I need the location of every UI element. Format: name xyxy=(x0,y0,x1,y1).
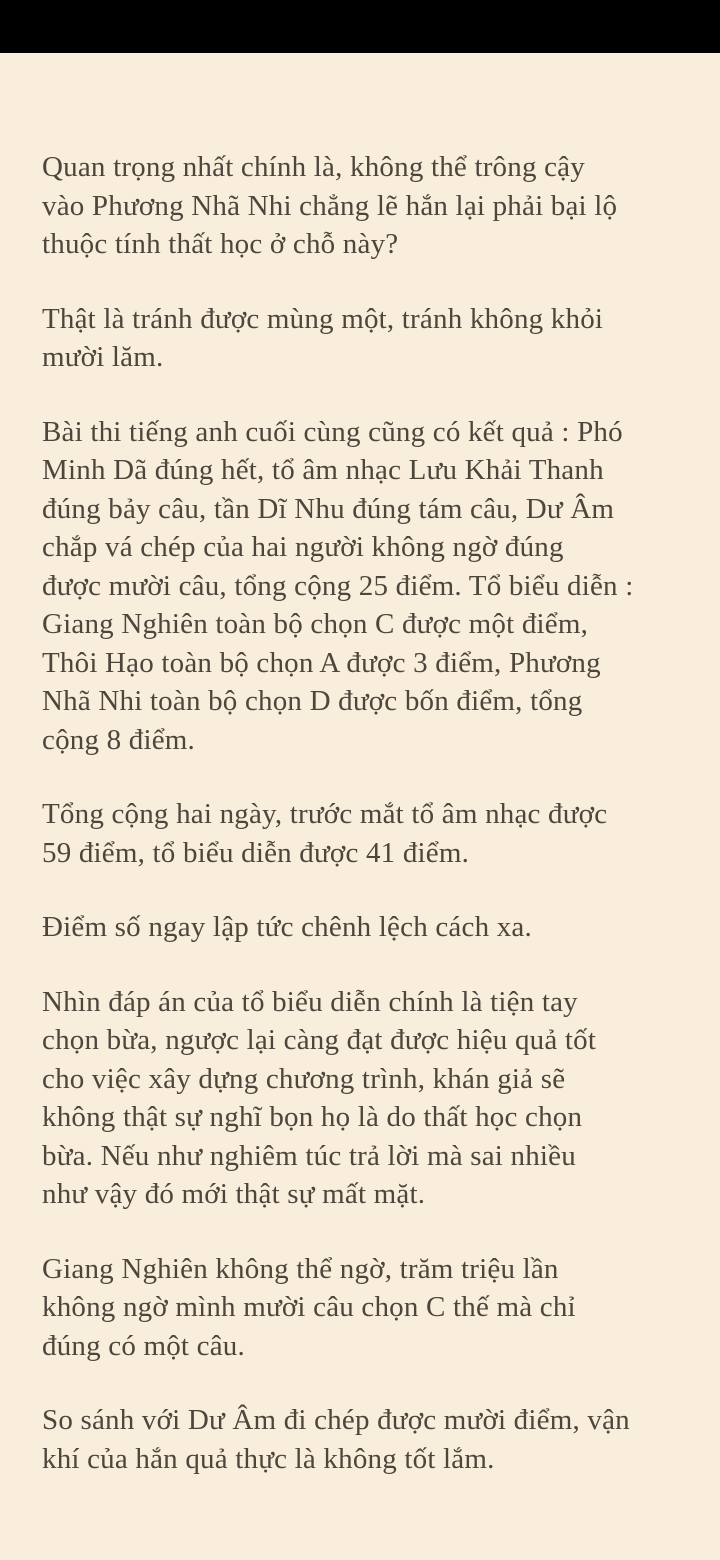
text-line: 59 điểm, tổ biểu diễn được 41 điểm. xyxy=(42,836,470,869)
text-line: Giang Nghiên không thể ngờ, trăm triệu lần xyxy=(42,1252,559,1285)
paragraph xyxy=(42,983,678,1214)
paragraph xyxy=(42,1401,678,1478)
paragraph xyxy=(42,908,678,947)
text-line: vào Phương Nhã Nhi chẳng lẽ hắn lại phải bại lộ xyxy=(42,189,618,222)
text-line: Nhã Nhi toàn bộ chọn D được bốn điểm, tổng xyxy=(42,685,583,717)
text-line: cộng 8 điểm. xyxy=(42,723,196,756)
text-line: đúng bảy câu, tần Dĩ Nhu đúng tám câu, Dư Âm xyxy=(42,492,615,525)
reader-page[interactable] xyxy=(0,53,720,1560)
text-line: Tổng cộng hai ngày, trước mắt tổ âm nhạc được xyxy=(42,798,608,830)
text-content xyxy=(42,148,678,1478)
text-line: Nhìn đáp án của tổ biểu diễn chính là tiện tay xyxy=(42,985,578,1018)
text-line: không ngờ mình mười câu chọn C thế mà chỉ xyxy=(42,1291,576,1323)
text-line: Bài thi tiếng anh cuối cùng cũng có kết quả : Phó xyxy=(42,415,623,448)
status-bar xyxy=(0,0,720,53)
text-line: thuộc tính thất học ở chỗ này? xyxy=(42,228,399,260)
paragraph xyxy=(42,795,678,872)
paragraph xyxy=(42,413,678,760)
text-line: bừa. Nếu như nghiêm túc trả lời mà sai nhiều xyxy=(42,1139,576,1172)
text-line: Thật là tránh được mùng một, tránh không khỏi xyxy=(42,302,604,335)
text-line: đúng có một câu. xyxy=(42,1329,245,1362)
text-line: Thôi Hạo toàn bộ chọn A được 3 điểm, Phương xyxy=(42,646,601,679)
text-line: như vậy đó mới thật sự mất mặt. xyxy=(42,1178,426,1210)
text-line: Giang Nghiên toàn bộ chọn C được một điểm, xyxy=(42,608,589,640)
text-line: chắp vá chép của hai người không ngờ đúng xyxy=(42,531,564,563)
paragraph xyxy=(42,148,678,264)
text-line: Minh Dã đúng hết, tổ âm nhạc Lưu Khải Thanh xyxy=(42,454,604,486)
text-line: không thật sự nghĩ bọn họ là do thất học chọn xyxy=(42,1101,583,1133)
text-line: Điểm số ngay lập tức chênh lệch cách xa. xyxy=(42,911,532,943)
text-line: được mười câu, tổng cộng 25 điểm. Tổ biểu diễn : xyxy=(42,569,634,602)
text-line: khí của hắn quả thực là không tốt lắm. xyxy=(42,1442,495,1475)
text-line: cho việc xây dựng chương trình, khán giả sẽ xyxy=(42,1062,566,1095)
text-line: Quan trọng nhất chính là, không thể trông cậy xyxy=(42,151,585,183)
text-line: So sánh với Dư Âm đi chép được mười điểm, vận xyxy=(42,1404,630,1436)
paragraph xyxy=(42,300,678,377)
text-line: chọn bừa, ngược lại càng đạt được hiệu quả tốt xyxy=(42,1024,597,1056)
paragraph xyxy=(42,1250,678,1366)
text-line: mười lăm. xyxy=(42,341,164,373)
